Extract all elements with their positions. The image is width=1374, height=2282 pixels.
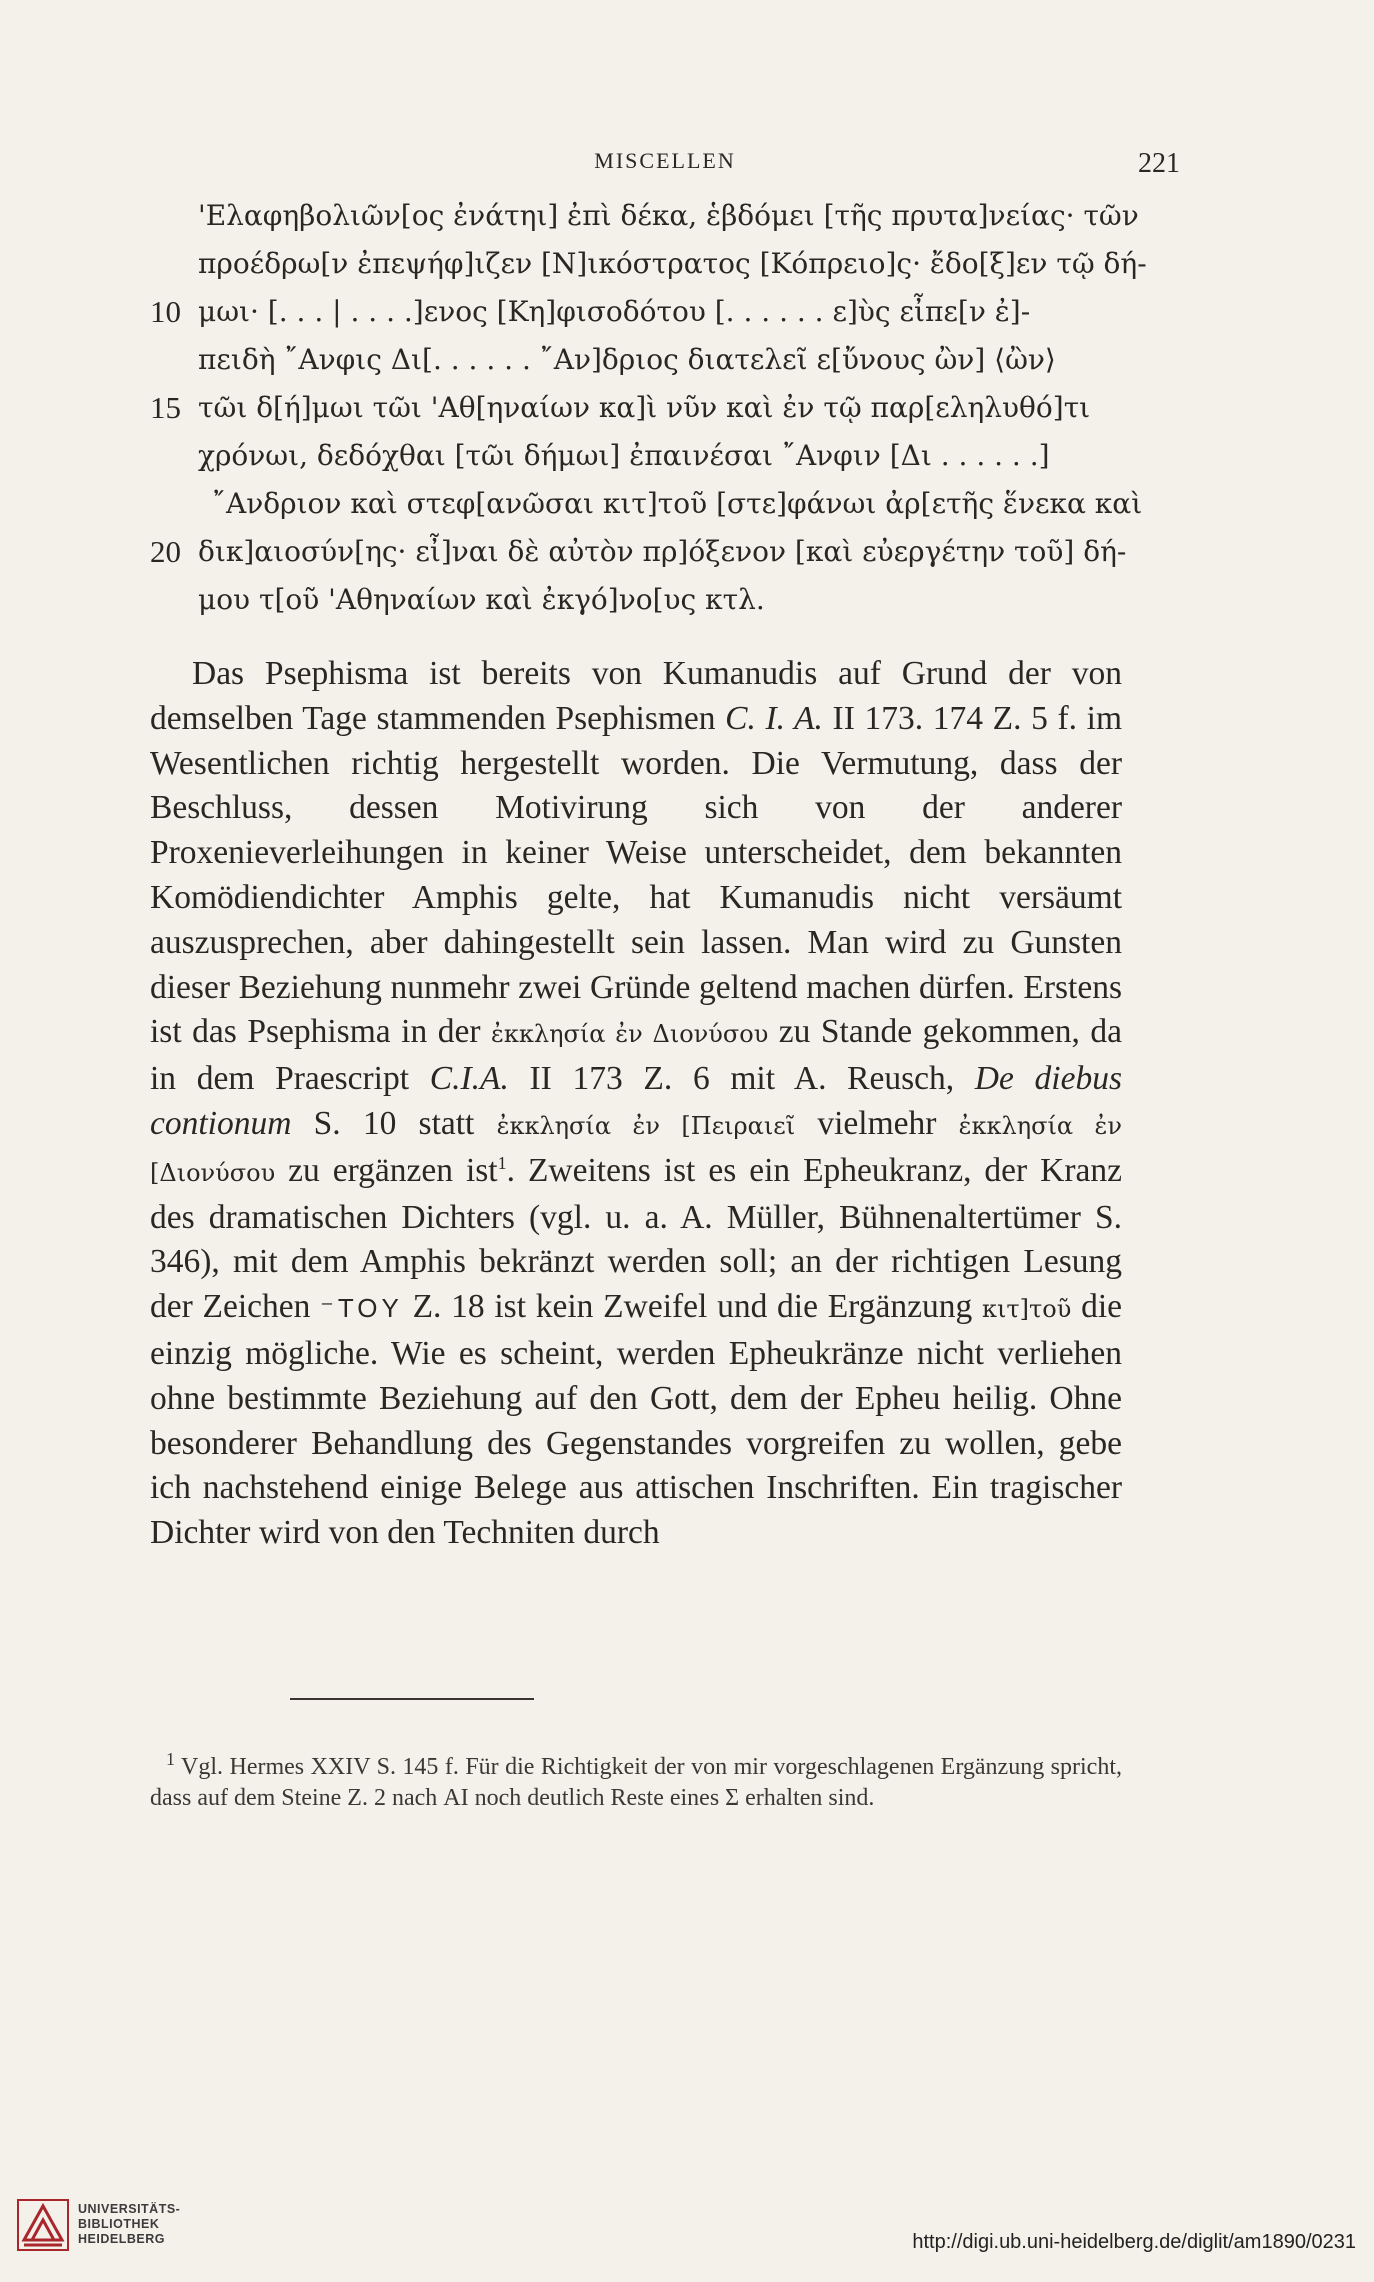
line-text: δικ]αιοσύν[ης· εἶ]ναι δὲ αὐτὸν πρ]όξενον [καὶ εὐεργέτην τοῦ] δή-: [198, 535, 1127, 568]
text-run: S. 10 statt: [291, 1104, 497, 1142]
source-url-link[interactable]: http://digi.ub.uni-heidelberg.de/diglit/am1890/0231: [912, 2231, 1356, 2253]
text-run: . Zweitens ist es ein Epheukranz, der Kranz des dramatischen Dichters (vgl. u. a. A. Müller, Bühnenaltertümer S. 346), mit dem Amphis bekränzt werden soll; an der richtigen Lesung der Zeichen: [150, 1151, 1122, 1326]
line-number: 20: [150, 534, 181, 569]
footnote-paragraph: [150, 1749, 1122, 1814]
inscription-line: [150, 384, 1150, 432]
paragraph: [150, 652, 1122, 1556]
library-seal-icon: [14, 2196, 72, 2254]
text-run: Z. 18 ist kein Zweifel und die Ergänzung: [402, 1288, 982, 1326]
line-number: 10: [150, 294, 181, 329]
library-name: [78, 2202, 180, 2247]
page-number: 221: [1138, 148, 1180, 179]
line-number: 15: [150, 390, 181, 425]
line-text: τῶι δ[ή]μωι τῶι 'Αθ[ηναίων κα]ὶ νῦν καὶ ἐν τῷ παρ[εληλυθό]τι: [198, 391, 1091, 424]
greek-phrase: ἐκκλησία ἐν [Πειραιεῖ: [496, 1111, 796, 1140]
citation-cia: C. I. A.: [725, 699, 823, 737]
footnote-divider: [290, 1698, 534, 1700]
library-name-line: UNIVERSITÄTS-: [78, 2202, 181, 2216]
text-run: II 173 Z. 6 mit A. Reusch,: [508, 1060, 975, 1098]
footnote-mark: 1: [166, 1749, 175, 1769]
running-title: MISCELLEN: [594, 148, 736, 173]
text-run: vielmehr: [795, 1104, 959, 1142]
inscription-line: [150, 288, 1150, 336]
inscription-line: [150, 576, 1150, 624]
inscription-line: [150, 528, 1150, 576]
line-text: 'Ελαφηβολιῶν[ος ἐνάτηι] ἐπὶ δέκα, ἑβδόμει [τῆς πρυτα]νείας· τῶν: [198, 199, 1139, 232]
text-run: Das Psephisma ist bereits von Kumanudis auf Grund der von demselben Tage stammenden Psephismen: [150, 655, 1122, 737]
line-text: πειδὴ ῎Ανφις Δι[. . . . . . ῎Αν]δριος διατελεῖ ε[ὔνους ὢν] ⟨ὢν⟩: [198, 343, 1056, 376]
inscription-line: [150, 480, 1150, 528]
line-text: ῎Ανδριον καὶ στεφ[ανῶσαι κιτ]τοῦ [στε]φάνωι ἀρ[ετῆς ἕνεκα καὶ: [212, 487, 1143, 520]
book-title: De diebus contionum: [150, 1060, 1123, 1142]
library-logo[interactable]: [14, 2196, 181, 2266]
inscription-line: [150, 336, 1150, 384]
footnote: [150, 1749, 1122, 1814]
footnote-reference[interactable]: 1: [497, 1152, 507, 1173]
line-text: προέδρω[ν ἐπεψήφ]ιζεν [Ν]ικόστρατος [Κόπρειο]ς· ἔδο[ξ]εν τῷ δή-: [198, 247, 1147, 280]
line-text: χρόνωι, δεδόχθαι [τῶι δήμωι] ἐπαινέσαι ῎Ανφιν [Δι . . . . . .]: [198, 439, 1050, 472]
library-name-line: HEIDELBERG: [78, 2232, 165, 2246]
line-text: μωι· [. . . | . . . .]ενος [Κη]φισοδότου [. . . . . . ε]ὺς εἶπε[ν ἐ]-: [198, 295, 1031, 328]
footnote-text: Vgl. Hermes XXIV S. 145 f. Für die Richtigkeit der von mir vorgeschlagenen Ergänzung spricht, dass auf dem Steine Z. 2 nach ΑΙ noch deutlich Reste eines Σ erhalten sind.: [150, 1754, 1122, 1811]
inscription-line: [150, 432, 1150, 480]
greek-phrase: ἐκκλησία ἐν Διονύσου: [491, 1020, 769, 1049]
body-paragraph: [150, 652, 1122, 1556]
line-text: μου τ[οῦ 'Αθηναίων καὶ ἐκγό]νο[υς κτλ.: [198, 583, 765, 616]
inscription-line: [150, 240, 1150, 288]
greek-phrase: ἐκκλησία ἐν [Διονύσου: [150, 1111, 1122, 1187]
text-run: II 173. 174 Z. 5 f. im Wesentlichen richtig hergestellt worden. Die Vermutung, dass der Beschluss, dessen Motivirung sich von der anderer Proxenieverleihungen in keiner Weise unterscheidet, dem bekannten Komödiendichter Amphis gelte, hat Kumanudis nicht versäumt auszusprechen, aber dahingestellt sein lassen. Man wird zu Gunsten dieser Beziehung nunmehr zwei Gründe geltend machen dürfen. Erstens ist das Psephisma in der: [150, 699, 1123, 1051]
greek-inscription: [150, 192, 1150, 624]
inscription-line: [150, 192, 1150, 240]
text-run: die einzig mögliche. Wie es scheint, werden Epheukränze nicht verliehen ohne bestimmte Beziehung auf den Gott, dem der Epheu heilig. Ohne besonderer Behandlung des Gegenstandes vorgreifen zu wollen, gebe ich nachstehend einige Belege aus attischen Inschriften. Ein tragischer Dichter wird von den Techniten durch: [150, 1288, 1122, 1552]
text-run: zu Stande gekommen, da in dem Praescript: [150, 1013, 1122, 1098]
library-name-line: BIBLIOTHEK: [78, 2217, 160, 2231]
inscription-signs: ⁻TOY: [320, 1293, 403, 1324]
citation-cia: C.I.A.: [429, 1060, 509, 1098]
text-run: zu ergänzen ist: [275, 1151, 498, 1189]
page-header: [150, 148, 1180, 188]
greek-phrase: κιτ]τοῦ: [981, 1295, 1072, 1324]
